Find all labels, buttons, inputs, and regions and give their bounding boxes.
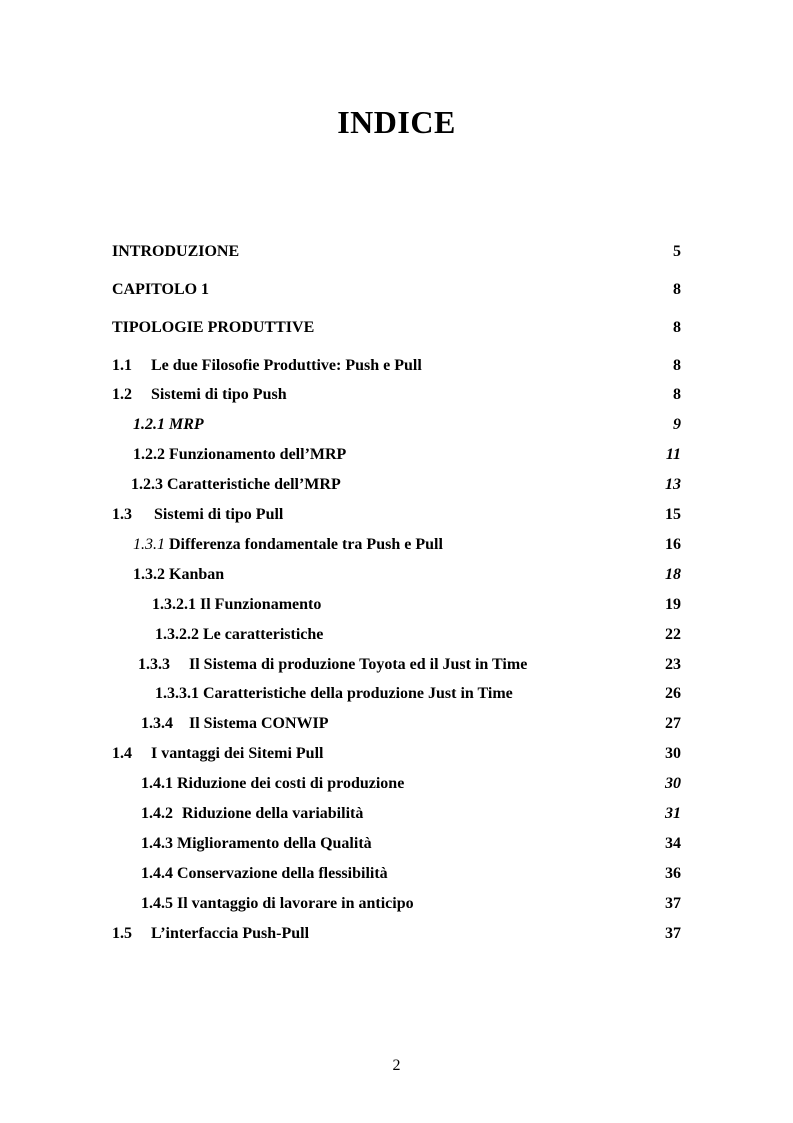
toc-entry-page: 36 — [665, 865, 681, 882]
toc-entry-number: 1.2.2 — [133, 446, 165, 463]
toc-entry-title: Le due Filosofie Produttive: Push e Pull — [151, 357, 422, 374]
toc-entry-number: 1.3.3.1 — [155, 685, 199, 702]
toc-entry-number: 1.2 — [112, 386, 132, 403]
toc-entry-number: 1.3.4 — [141, 715, 173, 732]
toc-entry-number: 1.2.1 — [133, 416, 165, 433]
toc-entry-title: Riduzione della variabilità — [182, 805, 364, 822]
toc-entry-number: 1.3 — [112, 506, 132, 523]
toc-entry-1-4-4[interactable] — [0, 863, 793, 885]
toc-entry-page: 30 — [665, 775, 681, 792]
toc-entry-title: I vantaggi dei Sitemi Pull — [151, 745, 324, 762]
toc-entry-title: Funzionamento dell’MRP — [169, 446, 347, 463]
toc-entry-number: 1.3.2.2 — [155, 626, 199, 643]
toc-entry-title: L’interfaccia Push-Pull — [151, 925, 310, 942]
toc-entry-number: 1.3.2.1 — [152, 596, 196, 613]
toc-entry-title: Sistemi di tipo Pull — [154, 506, 284, 523]
toc-entry-title: INTRODUZIONE — [112, 243, 240, 260]
page-number: 2 — [392, 1057, 401, 1074]
toc-entry-1-3-4[interactable] — [0, 713, 793, 735]
toc-entry-number: 1.1 — [112, 357, 132, 374]
toc-entry-1-3-1[interactable] — [0, 534, 793, 556]
toc-entry-number: 1.5 — [112, 925, 132, 942]
toc-entry-page: 8 — [673, 319, 681, 336]
toc-entry-number: 1.3.2 — [133, 566, 165, 583]
toc-entry-page: 8 — [673, 357, 681, 374]
toc-entry-page: 5 — [673, 243, 681, 260]
toc-entry-page: 15 — [665, 506, 681, 523]
toc-entry-page: 11 — [665, 446, 681, 463]
toc-entry-title: Il Sistema di produzione Toyota ed il Just in Time — [189, 656, 528, 673]
toc-entry-title: Il vantaggio di lavorare in anticipo — [177, 895, 414, 912]
toc-entry-page: 34 — [665, 835, 681, 852]
toc-entry-title: MRP — [169, 416, 204, 433]
toc-entry-page: 37 — [665, 895, 681, 912]
toc-entry-1-2-2[interactable] — [0, 444, 793, 466]
toc-entry-1-3-2-1[interactable] — [0, 594, 793, 616]
toc-entry-page: 22 — [665, 626, 681, 643]
toc-entry-page: 8 — [673, 386, 681, 403]
toc-entry-page: 8 — [673, 281, 681, 298]
toc-entry-number: 1.4.3 — [141, 835, 173, 852]
toc-entry-number: 1.3.3 — [138, 656, 170, 673]
toc-entry-1-3-2[interactable] — [0, 564, 793, 586]
toc-entry-title: Sistemi di tipo Push — [151, 386, 287, 403]
toc-entry-title: Differenza fondamentale tra Push e Pull — [169, 536, 443, 553]
toc-entry-title: Il Sistema CONWIP — [189, 715, 329, 732]
toc-entry-page: 19 — [665, 596, 681, 613]
toc-entry-number: 1.4.4 — [141, 865, 173, 882]
toc-entry-page: 23 — [665, 656, 681, 673]
toc-entry-number: 1.2.3 — [131, 476, 163, 493]
toc-entry-title: Riduzione dei costi di produzione — [177, 775, 405, 792]
toc-entry-page: 18 — [665, 566, 681, 583]
toc-entry-title: Conservazione della flessibilità — [177, 865, 388, 882]
toc-entry-number: 1.4.2 — [141, 805, 173, 822]
toc-entry-1-3[interactable] — [0, 504, 793, 526]
toc-entry-capitolo-1[interactable] — [0, 279, 793, 301]
toc-entry-introduzione[interactable] — [0, 241, 793, 263]
toc-entry-page: 26 — [665, 685, 681, 702]
toc-entry-1-4-1[interactable] — [0, 773, 793, 795]
toc-entry-1-4-3[interactable] — [0, 833, 793, 855]
toc-entry-title: Miglioramento della Qualità — [177, 835, 372, 852]
toc-entry-title: Le caratteristiche — [203, 626, 324, 643]
toc-entry-number: 1.3.1 — [133, 536, 165, 553]
toc-entry-1-4-5[interactable] — [0, 893, 793, 915]
toc-entry-1-3-3[interactable] — [0, 654, 793, 676]
page-title: INDICE — [337, 104, 456, 140]
toc-entry-1-3-2-2[interactable] — [0, 624, 793, 646]
toc-entry-1-2-1[interactable] — [0, 414, 793, 436]
toc-entry-tipologie-produttive[interactable] — [0, 317, 793, 339]
toc-entry-1-4[interactable] — [0, 743, 793, 765]
toc-entry-title: CAPITOLO 1 — [112, 281, 210, 298]
toc-entry-title: Caratteristiche della produzione Just in Time — [203, 685, 513, 702]
toc-entry-title: Caratteristiche dell’MRP — [167, 476, 341, 493]
toc-entry-number: 1.4 — [112, 745, 132, 762]
toc-entry-1-1[interactable] — [0, 355, 793, 377]
toc-entry-1-5[interactable] — [0, 923, 793, 945]
toc-entry-page: 30 — [665, 745, 681, 762]
toc-entry-page: 16 — [665, 536, 681, 553]
toc-entry-number: 1.4.1 — [141, 775, 173, 792]
toc-entry-page: 13 — [665, 476, 681, 493]
toc-entry-title: Kanban — [169, 566, 225, 583]
toc-entry-title: Il Funzionamento — [200, 596, 322, 613]
toc-entry-1-2[interactable] — [0, 384, 793, 406]
toc-entry-page: 31 — [665, 805, 681, 822]
toc-entry-title: TIPOLOGIE PRODUTTIVE — [112, 319, 315, 336]
toc-entry-1-4-2[interactable] — [0, 803, 793, 825]
toc-entry-page: 27 — [665, 715, 681, 732]
toc-entry-number: 1.4.5 — [141, 895, 173, 912]
toc-entry-page: 37 — [665, 925, 681, 942]
toc-entry-page: 9 — [673, 416, 681, 433]
toc-entry-1-3-3-1[interactable] — [0, 683, 793, 705]
toc-entry-1-2-3[interactable] — [0, 474, 793, 496]
